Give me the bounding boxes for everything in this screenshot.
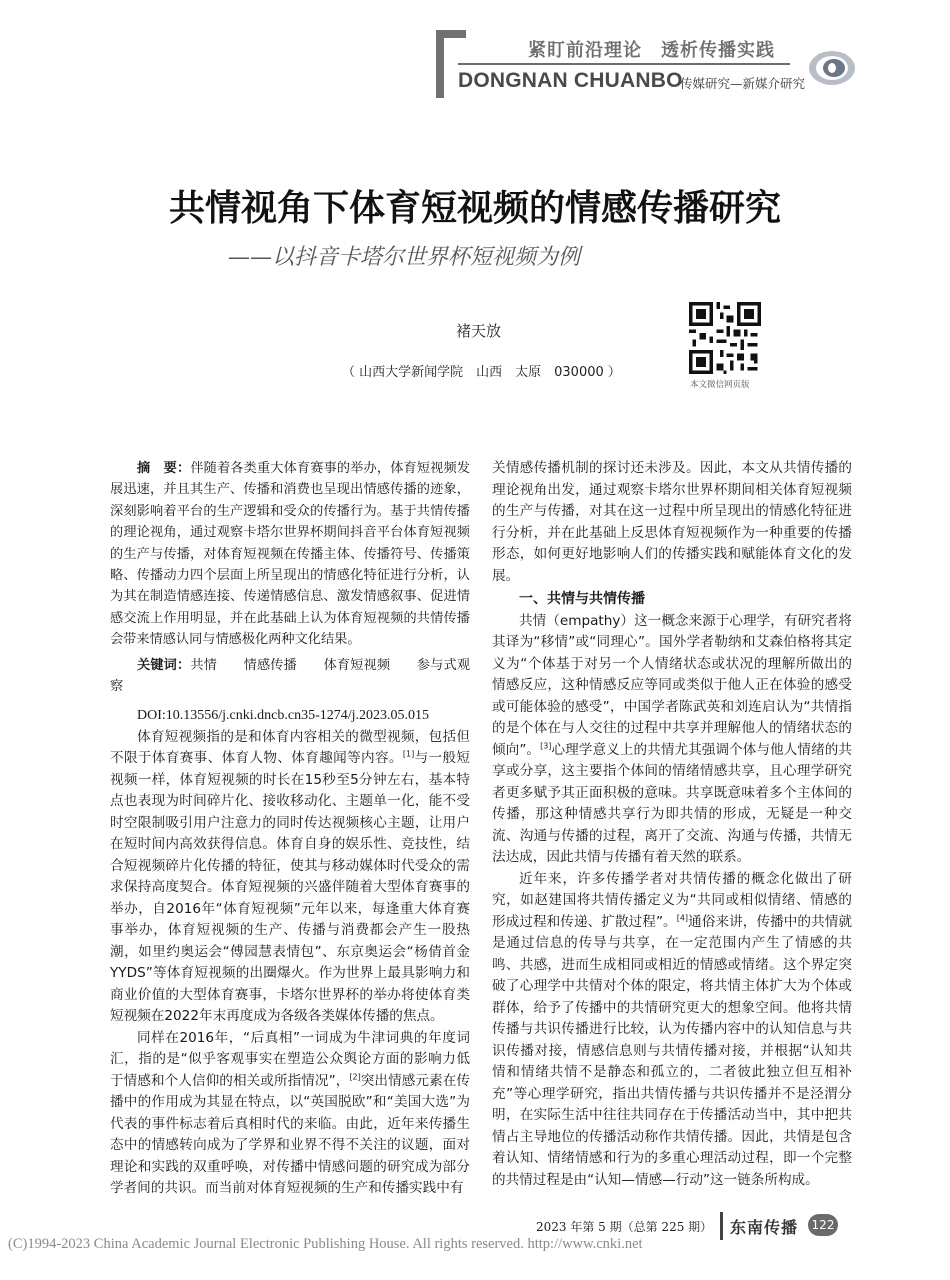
keywords-label: 关键词：: [137, 657, 191, 673]
keywords: [110, 655, 470, 698]
citation-ref[interactable]: [4]: [676, 912, 689, 922]
page-number: 122: [808, 1214, 838, 1236]
abstract: [110, 458, 470, 651]
citation-ref[interactable]: [3]: [540, 740, 552, 750]
body-paragraph: 近年来，许多传播学者对共情传播的概念化做出了研究，如赵建国将共情传播定义为“共同或相似情绪、情感的形成过程和传递、扩散过程”。[4]通俗来讲，传播中的共情就是通过信息的传导与共享，在一定范围内产生了情感的共鸣、共感，进而生成相同或相近的情感或情绪。这个界定突破了心理学中共情对个体的限定，将共情主体扩大为个体或群体，给予了传播中的共情研究更大的想象空间。他将共情传播与共识传播进行比较，认为传播内容中的认知信息与共识传播对接，情感信息则与共情传播对接，并根据“认知共情和情绪共情不是静态和孤立的，二者彼此独立但互相补充”等心理学研究，指出共情传播与共识传播并不是泾渭分明，在实际生活中往往共同存在于传播活动当中，其中把共情占主导地位的传播活动称作共情传播。因此，共情是包含着认知、情绪情感和行为的多重心理活动过程，即一个完整的共情过程是由“认知—情感—行动”这一链条所构成。: [492, 870, 853, 1188]
author-name: 褚天放: [456, 322, 502, 340]
issue-info: 2023 年第 5 期（总第 225 期）: [536, 1220, 713, 1234]
section-heading: 一、共情与共情传播: [519, 591, 645, 607]
article-title: 共情视角下体育短视频的情感传播研究: [168, 188, 781, 229]
left-column: [110, 458, 470, 1200]
body-paragraph: 共情（empathy）这一概念来源于心理学，有研究者将其译为“移情”或“同理心”。国外学者勒纳和艾森伯格将其定义为“个体基于对另一个人情绪状态或状况的理解所做出的情感反应，这种情感反应等同或类似于他人正在体验的感受或可能体验的感受”，中国学者陈武英和刘连启认为“共情指的是个体在与人交往的过程中共享并理解他人的情绪状态的倾向”。[3]心理学意义上的共情尤其强调个体与他人情绪的共享或分享，这主要指个体间的情绪情感共享，且心理学研究者更多赋予其正面积极的意味。共享既意味着多个主体间的传播，那这种情感共享行为即共情的形成，无疑是一种交流、沟通与传播的过程，离开了交流、沟通与传播，共情无法达成，因此共情与传播有着天然的联系。: [492, 612, 853, 865]
journal-section: 传媒研究—新媒介研究: [680, 76, 806, 91]
body-paragraph: 体育短视频指的是和体育内容相关的微型视频，包括但不限于体育赛事、体育人物、体育趣闻等内容。[1]与一般短视频一样，体育短视频的时长在15秒至5分钟左右，基本特点也表现为时间碎片化、接收移动化、主题单一化，能不受时空限制吸引用户注意力的同时传达视频核心主题，让用户在短时间内高效获得信息。体育自身的娱乐性、竞技性，结合短视频碎片化传播的特征，使其与移动媒体时代受众的需求保持高度契合。体育短视频的兴盛伴随着大型体育赛事的举办，自2016年“体育短视频”元年以来，每逢重大体育赛事举办，体育短视频的生产、传播与消费都会产生一股热潮，如里约奥运会“傅园慧表情包”、东京奥运会“杨倩首金YYDS”等体育短视频的出圈爆火。作为世界上最具影响力和商业价值的大型体育赛事，卡塔尔世界杯的举办将使体育类短视频在2022年末再度成为各级各类媒体传播的焦点。: [110, 728, 471, 1025]
copyright-line: (C)1994-2023 China Academic Journal Electronic Publishing House. All rights reserved. http://www.cnki.net: [8, 1236, 643, 1252]
qr-code-icon[interactable]: [689, 302, 761, 374]
citation-ref[interactable]: [1]: [402, 749, 415, 759]
journal-name: 东南传播: [730, 1218, 799, 1237]
article-subtitle: ——以抖音卡塔尔世界杯短视频为例: [228, 245, 581, 270]
header-slogan: 紧盯前沿理论 透析传播实践: [528, 40, 775, 61]
body-paragraph: 同样在2016年，“后真相”一词成为牛津词典的年度词汇，指的是“似乎客观事实在塑造公众舆论方面的影响力低于情感和个人信仰的相关或所指情况”，[2]突出情感元素在传播中的作用成为其显在特点，以“英国脱欧”和“美国大选”为代表的事件标志着后真相时代的来临。由此，近年来传播生态中的情感转向成为了学界和业界不得不关注的议题，面对理论和实践的双重呼唤，对传播中情感问题的研究成为部分学者间的共识。而当前对体育短视频的生产和传播实践中有: [110, 1029, 470, 1197]
qr-caption: 本文微信网页版: [690, 380, 750, 390]
body-paragraph: 关情感传播机制的探讨还未涉及。因此，本文从共情传播的理论视角出发，通过观察卡塔尔世界杯期间相关体育短视频的生产与传播，对其在这一过程中所呈现出的情感化特征进行分析，并在此基础上反思体育短视频作为一种重要的传播形态，如何更好地影响人们的传播实践和赋能体育文化的发展。: [492, 460, 852, 584]
keywords-text: 共情 情感传播 体育短视频 参与式观察: [110, 657, 471, 695]
header-rule: [458, 63, 790, 65]
author-affiliation: （ 山西大学新闻学院 山西 太原 030000 ）: [342, 365, 621, 380]
doi[interactable]: DOI:10.13556/j.cnki.dncb.cn35-1274/j.2023.05.015: [137, 708, 430, 724]
abstract-label: 摘 要：: [137, 461, 191, 476]
abstract-text: 伴随着各类重大体育赛事的举办，体育短视频发展迅速，并且其生产、传播和消费也呈现出情感传播的迹象，深刻影响着平台的生产逻辑和受众的传播行为。基于共情传播的理论视角，通过观察卡塔尔世界杯期间抖音平台体育短视频的生产与传播，对体育短视频在传播主体、传播符号、传播策略、传播动力四个层面上所呈现出的情感化特征进行分析，认为其在制造情感连接、传递情感信息、激发情感叙事、促进情感交流上作用明显，并在此基础上认为体育短视频的共情传播会带来情感认同与情感极化两种文化结果。: [110, 461, 471, 648]
footer-divider: [720, 1212, 723, 1240]
right-column: [492, 458, 852, 1191]
journal-logo-icon: [808, 50, 856, 86]
citation-ref[interactable]: [2]: [349, 1072, 361, 1082]
journal-brand: DONGNAN CHUANBO: [458, 69, 683, 92]
